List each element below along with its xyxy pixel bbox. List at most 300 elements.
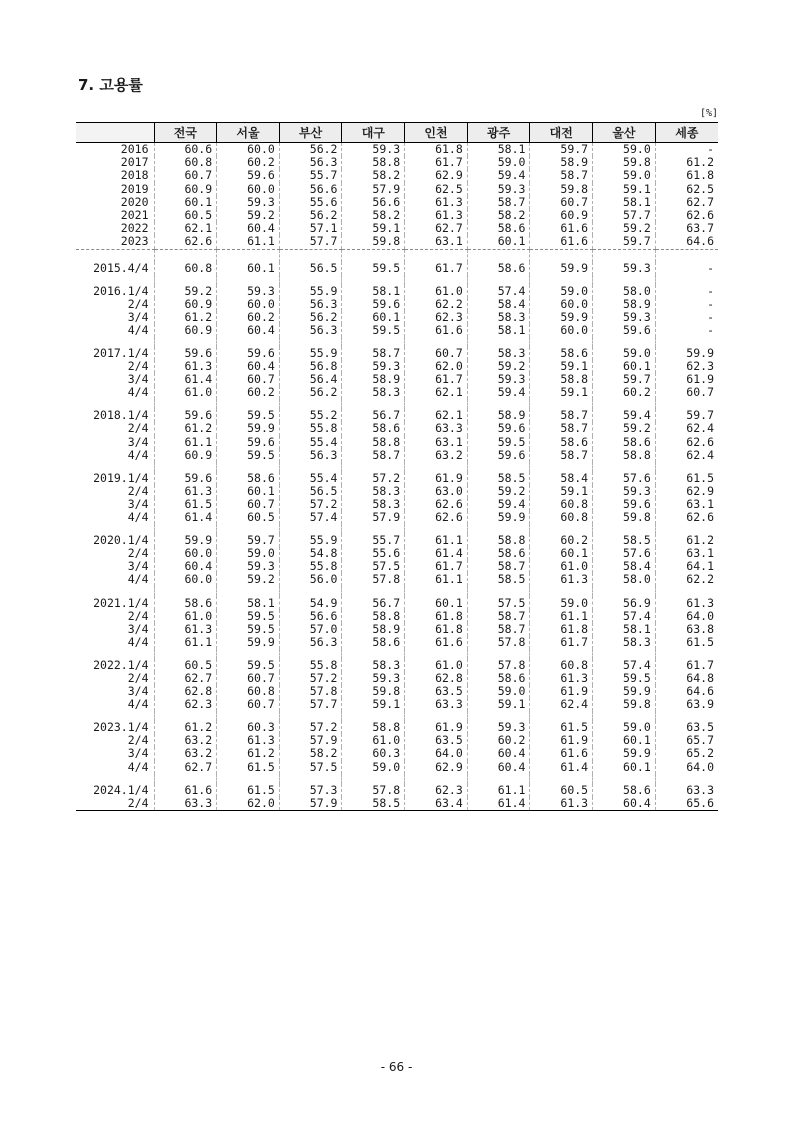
value-cell: 60.5 xyxy=(217,511,280,524)
value-cell: 58.7 xyxy=(530,169,593,182)
value-cell: 61.3 xyxy=(217,734,280,747)
value-cell: 61.0 xyxy=(405,659,468,672)
value-cell: 59.9 xyxy=(530,311,593,324)
value-cell: 61.0 xyxy=(530,560,593,573)
value-cell: 63.5 xyxy=(405,685,468,698)
value-cell: 56.3 xyxy=(279,449,342,462)
value-cell: 60.7 xyxy=(655,386,718,399)
value-cell: 56.2 xyxy=(279,386,342,399)
row-label: 2/4 xyxy=(127,670,149,685)
table-row xyxy=(76,747,718,760)
row-label: 2/4 xyxy=(76,797,154,811)
value-cell: 60.7 xyxy=(217,373,280,386)
table-row xyxy=(76,547,718,560)
value-cell: 59.3 xyxy=(217,560,280,573)
row-label: 2/4 xyxy=(127,546,149,561)
row-label: 2016.1/4 xyxy=(93,283,149,298)
value-cell: 62.7 xyxy=(405,222,468,235)
value-cell: 59.3 xyxy=(342,360,405,373)
value-cell: 61.9 xyxy=(530,685,593,698)
table-row xyxy=(76,169,718,182)
value-cell: 59.4 xyxy=(593,409,656,422)
value-cell: 56.3 xyxy=(279,636,342,649)
value-cell: 63.2 xyxy=(405,449,468,462)
table-row xyxy=(76,262,718,275)
value-cell: 59.6 xyxy=(154,472,217,485)
value-cell: 56.8 xyxy=(279,360,342,373)
table-row xyxy=(76,196,718,209)
value-cell: 58.6 xyxy=(467,262,530,275)
value-cell: 58.8 xyxy=(342,156,405,169)
table-header-row xyxy=(76,123,718,143)
value-cell: 61.3 xyxy=(154,485,217,498)
value-cell: 59.1 xyxy=(342,698,405,711)
value-cell: 60.2 xyxy=(530,534,593,547)
value-cell: 59.3 xyxy=(593,262,656,275)
value-cell: 58.1 xyxy=(467,143,530,157)
value-cell: 58.6 xyxy=(217,472,280,485)
value-cell: 61.6 xyxy=(530,222,593,235)
value-cell: 61.1 xyxy=(154,636,217,649)
value-cell: - xyxy=(655,143,718,157)
row-label: 2021 xyxy=(120,208,149,223)
value-cell: 58.0 xyxy=(593,285,656,298)
value-cell: 54.8 xyxy=(279,547,342,560)
value-cell: 60.4 xyxy=(593,797,656,811)
value-cell: 60.1 xyxy=(593,761,656,774)
value-cell: 61.1 xyxy=(405,573,468,586)
value-cell: 55.4 xyxy=(279,436,342,449)
value-cell: 59.2 xyxy=(593,422,656,435)
row-label: 2/4 xyxy=(127,296,149,311)
value-cell: 55.9 xyxy=(279,347,342,360)
value-cell: 64.6 xyxy=(655,685,718,698)
row-label: 2/4 xyxy=(127,733,149,748)
row-label: 4/4 xyxy=(127,322,149,337)
table-row xyxy=(76,156,718,169)
value-cell: 60.2 xyxy=(467,734,530,747)
value-cell: 60.8 xyxy=(217,685,280,698)
value-cell: 58.1 xyxy=(467,324,530,337)
value-cell: 61.0 xyxy=(342,734,405,747)
value-cell: 61.0 xyxy=(154,610,217,623)
table-row xyxy=(76,573,718,586)
table-row xyxy=(76,285,718,298)
table-row xyxy=(76,685,718,698)
row-label: 2022 xyxy=(120,221,149,236)
value-cell: 61.1 xyxy=(530,610,593,623)
value-cell: 58.3 xyxy=(467,347,530,360)
table-row xyxy=(76,472,718,485)
value-cell: 56.7 xyxy=(342,596,405,609)
table-row xyxy=(76,698,718,711)
value-cell: 61.6 xyxy=(530,235,593,249)
value-cell: 60.0 xyxy=(217,298,280,311)
value-cell: 62.5 xyxy=(655,183,718,196)
value-cell: 61.0 xyxy=(154,386,217,399)
value-cell: 61.5 xyxy=(154,498,217,511)
column-header: 인천 xyxy=(405,123,468,143)
value-cell: 59.6 xyxy=(154,347,217,360)
row-label: 2021.1/4 xyxy=(93,595,149,610)
table-row xyxy=(76,386,718,399)
annual-section xyxy=(76,143,718,250)
value-cell: 61.7 xyxy=(405,262,468,275)
value-cell: 59.0 xyxy=(342,761,405,774)
value-cell: 60.0 xyxy=(154,573,217,586)
value-cell: 59.2 xyxy=(154,285,217,298)
table-row xyxy=(76,596,718,609)
value-cell: 60.9 xyxy=(530,209,593,222)
value-cell: 59.0 xyxy=(593,169,656,182)
value-cell: 59.6 xyxy=(467,422,530,435)
value-cell: 59.7 xyxy=(593,373,656,386)
value-cell: 63.1 xyxy=(655,498,718,511)
value-cell: 62.2 xyxy=(405,298,468,311)
value-cell: 58.6 xyxy=(530,347,593,360)
unit-label: [%] xyxy=(699,108,718,119)
value-cell: 59.4 xyxy=(467,498,530,511)
value-cell: 60.7 xyxy=(217,498,280,511)
value-cell: 59.3 xyxy=(342,672,405,685)
value-cell: 58.4 xyxy=(467,298,530,311)
row-label: 2/4 xyxy=(127,608,149,623)
row-label: 4/4 xyxy=(127,385,149,400)
value-cell: 58.6 xyxy=(342,422,405,435)
value-cell: 60.4 xyxy=(217,360,280,373)
value-cell: 59.4 xyxy=(467,169,530,182)
value-cell: 58.7 xyxy=(467,196,530,209)
table-row xyxy=(76,560,718,573)
value-cell: 57.9 xyxy=(342,183,405,196)
value-cell: 57.7 xyxy=(279,698,342,711)
value-cell: 64.0 xyxy=(655,610,718,623)
value-cell: 59.0 xyxy=(217,547,280,560)
value-cell: 63.5 xyxy=(405,734,468,747)
value-cell: 60.8 xyxy=(530,511,593,524)
value-cell: 60.5 xyxy=(154,659,217,672)
value-cell: 59.1 xyxy=(530,360,593,373)
value-cell: 60.7 xyxy=(217,672,280,685)
value-cell: 59.7 xyxy=(655,409,718,422)
value-cell: 59.7 xyxy=(593,235,656,249)
value-cell: 59.1 xyxy=(342,222,405,235)
value-cell: 57.8 xyxy=(342,573,405,586)
value-cell: 63.8 xyxy=(655,623,718,636)
value-cell: 59.6 xyxy=(217,436,280,449)
value-cell: 63.2 xyxy=(154,747,217,760)
value-cell: 58.2 xyxy=(467,209,530,222)
table-row xyxy=(76,183,718,196)
table-row xyxy=(76,143,718,157)
value-cell: 60.7 xyxy=(217,698,280,711)
value-cell: 60.7 xyxy=(405,347,468,360)
value-cell: 60.1 xyxy=(217,485,280,498)
row-label: 2016 xyxy=(120,142,149,157)
value-cell: 54.9 xyxy=(279,596,342,609)
value-cell: 59.2 xyxy=(467,485,530,498)
value-cell: 58.1 xyxy=(593,196,656,209)
row-label: 4/4 xyxy=(127,634,149,649)
value-cell: 58.6 xyxy=(467,547,530,560)
value-cell: 57.6 xyxy=(593,547,656,560)
value-cell: 61.4 xyxy=(405,547,468,560)
value-cell: 61.7 xyxy=(405,156,468,169)
value-cell: 58.8 xyxy=(342,721,405,734)
row-label: 2019 xyxy=(120,181,149,196)
value-cell: 59.9 xyxy=(217,636,280,649)
value-cell: 60.7 xyxy=(154,169,217,182)
table-row xyxy=(76,498,718,511)
value-cell: 59.6 xyxy=(342,298,405,311)
value-cell: 63.3 xyxy=(405,698,468,711)
value-cell: 57.5 xyxy=(467,596,530,609)
value-cell: 60.9 xyxy=(154,183,217,196)
value-cell: 57.6 xyxy=(593,472,656,485)
table-row xyxy=(76,485,718,498)
value-cell: 61.8 xyxy=(405,143,468,157)
value-cell: 59.1 xyxy=(593,183,656,196)
value-cell: 58.3 xyxy=(467,311,530,324)
row-label: 3/4 xyxy=(127,372,149,387)
value-cell: 59.9 xyxy=(217,422,280,435)
value-cell: 58.3 xyxy=(342,498,405,511)
column-header: 서울 xyxy=(217,123,280,143)
value-cell: 55.7 xyxy=(342,534,405,547)
value-cell: 59.0 xyxy=(530,596,593,609)
value-cell: 59.9 xyxy=(154,534,217,547)
value-cell: 57.8 xyxy=(342,784,405,797)
row-label: 3/4 xyxy=(127,496,149,511)
value-cell: 59.8 xyxy=(593,511,656,524)
value-cell: 58.8 xyxy=(342,610,405,623)
table-row xyxy=(76,734,718,747)
value-cell: 56.4 xyxy=(279,373,342,386)
value-cell: 63.3 xyxy=(405,422,468,435)
value-cell: 63.5 xyxy=(655,721,718,734)
value-cell: 62.1 xyxy=(405,409,468,422)
value-cell: 56.2 xyxy=(279,209,342,222)
value-cell: 59.5 xyxy=(217,449,280,462)
value-cell: 61.3 xyxy=(530,573,593,586)
value-cell: 58.9 xyxy=(467,409,530,422)
value-cell: 59.2 xyxy=(217,209,280,222)
value-cell: 59.3 xyxy=(593,311,656,324)
value-cell: 58.3 xyxy=(342,386,405,399)
value-cell: 61.7 xyxy=(405,373,468,386)
value-cell: 63.3 xyxy=(655,784,718,797)
value-cell: 61.7 xyxy=(405,560,468,573)
value-cell: 60.8 xyxy=(154,156,217,169)
value-cell: 62.5 xyxy=(405,183,468,196)
value-cell: 62.1 xyxy=(405,386,468,399)
value-cell: 62.8 xyxy=(154,685,217,698)
value-cell: 60.9 xyxy=(154,449,217,462)
value-cell: 60.1 xyxy=(467,235,530,249)
value-cell: 57.8 xyxy=(467,636,530,649)
table-row xyxy=(76,222,718,235)
value-cell: 64.8 xyxy=(655,672,718,685)
value-cell: 58.9 xyxy=(342,623,405,636)
value-cell: 59.5 xyxy=(467,436,530,449)
value-cell: 59.9 xyxy=(655,347,718,360)
value-cell: 61.4 xyxy=(154,511,217,524)
column-header: 광주 xyxy=(467,123,530,143)
value-cell: 62.4 xyxy=(530,698,593,711)
value-cell: 59.7 xyxy=(530,143,593,157)
row-label: 2023 xyxy=(76,235,154,249)
value-cell: 62.7 xyxy=(655,196,718,209)
value-cell: 58.6 xyxy=(467,222,530,235)
table-row xyxy=(76,436,718,449)
table-row xyxy=(76,797,718,811)
value-cell: 62.7 xyxy=(154,761,217,774)
value-cell: - xyxy=(655,298,718,311)
value-cell: 60.0 xyxy=(530,324,593,337)
value-cell: 57.8 xyxy=(467,659,530,672)
value-cell: 56.6 xyxy=(279,183,342,196)
value-cell: - xyxy=(655,285,718,298)
value-cell: 59.3 xyxy=(593,485,656,498)
value-cell: 62.4 xyxy=(655,422,718,435)
value-cell: 58.8 xyxy=(530,373,593,386)
row-label: 3/4 xyxy=(127,621,149,636)
value-cell: 59.1 xyxy=(530,485,593,498)
value-cell: 58.3 xyxy=(593,636,656,649)
value-cell: 60.5 xyxy=(530,784,593,797)
value-cell: 60.5 xyxy=(154,209,217,222)
value-cell: 59.2 xyxy=(217,573,280,586)
value-cell: 61.9 xyxy=(405,721,468,734)
value-cell: 57.9 xyxy=(279,734,342,747)
row-label: 4/4 xyxy=(127,510,149,525)
value-cell: 58.9 xyxy=(593,298,656,311)
value-cell: 59.0 xyxy=(593,347,656,360)
row-label: 2020.1/4 xyxy=(93,533,149,548)
value-cell: 63.0 xyxy=(405,485,468,498)
value-cell: 61.8 xyxy=(405,623,468,636)
row-label: 4/4 xyxy=(127,447,149,462)
value-cell: 58.6 xyxy=(342,636,405,649)
value-cell: 60.4 xyxy=(154,560,217,573)
row-label: 2/4 xyxy=(127,421,149,436)
value-cell: 63.1 xyxy=(405,235,468,249)
value-cell: 61.1 xyxy=(154,436,217,449)
value-cell: 62.6 xyxy=(655,209,718,222)
value-cell: 62.3 xyxy=(655,360,718,373)
value-cell: 55.8 xyxy=(279,422,342,435)
row-label: 2023.1/4 xyxy=(93,720,149,735)
table-row xyxy=(76,784,718,797)
value-cell: 57.9 xyxy=(279,797,342,811)
value-cell: 61.3 xyxy=(530,672,593,685)
value-cell: 58.7 xyxy=(530,422,593,435)
value-cell: 57.4 xyxy=(593,610,656,623)
table-row xyxy=(76,235,718,249)
value-cell: 59.5 xyxy=(217,659,280,672)
table-row xyxy=(76,511,718,524)
row-label: 4/4 xyxy=(127,697,149,712)
row-spacer xyxy=(76,249,718,262)
row-label: 3/4 xyxy=(127,434,149,449)
value-cell: 60.1 xyxy=(154,196,217,209)
value-cell: 60.4 xyxy=(217,324,280,337)
value-cell: 60.2 xyxy=(593,386,656,399)
value-cell: 61.9 xyxy=(405,472,468,485)
value-cell: 59.6 xyxy=(467,449,530,462)
value-cell: 56.2 xyxy=(279,311,342,324)
value-cell: 58.6 xyxy=(467,672,530,685)
table-row xyxy=(76,534,718,547)
value-cell: 57.8 xyxy=(279,685,342,698)
value-cell: 61.5 xyxy=(217,784,280,797)
value-cell: 59.3 xyxy=(467,373,530,386)
value-cell: 61.8 xyxy=(405,610,468,623)
value-cell: 62.6 xyxy=(655,511,718,524)
value-cell: 59.1 xyxy=(530,386,593,399)
value-cell: 56.7 xyxy=(342,409,405,422)
value-cell: 58.7 xyxy=(530,409,593,422)
value-cell: 61.5 xyxy=(217,761,280,774)
value-cell: 57.2 xyxy=(279,721,342,734)
value-cell: 62.4 xyxy=(655,449,718,462)
table-row xyxy=(76,409,718,422)
value-cell: 60.3 xyxy=(342,747,405,760)
value-cell: 57.4 xyxy=(467,285,530,298)
value-cell: 57.7 xyxy=(593,209,656,222)
value-cell: 65.2 xyxy=(655,747,718,760)
table-row xyxy=(76,610,718,623)
value-cell: 59.3 xyxy=(467,183,530,196)
value-cell: 60.1 xyxy=(530,547,593,560)
value-cell: 58.8 xyxy=(342,436,405,449)
value-cell: 59.4 xyxy=(467,386,530,399)
value-cell: 59.0 xyxy=(593,143,656,157)
value-cell: 58.2 xyxy=(279,747,342,760)
table-row xyxy=(76,209,718,222)
value-cell: 61.3 xyxy=(530,797,593,811)
value-cell: 59.3 xyxy=(217,196,280,209)
value-cell: 63.1 xyxy=(405,436,468,449)
value-cell: 62.6 xyxy=(154,235,217,249)
value-cell: 58.2 xyxy=(342,209,405,222)
value-cell: 55.7 xyxy=(279,169,342,182)
value-cell: 61.2 xyxy=(154,422,217,435)
value-cell: 61.3 xyxy=(655,596,718,609)
value-cell: 56.2 xyxy=(279,143,342,157)
table-row xyxy=(76,721,718,734)
value-cell: 64.1 xyxy=(655,560,718,573)
value-cell: 59.5 xyxy=(217,409,280,422)
header-blank-cell xyxy=(76,123,154,143)
quarterly-section xyxy=(76,249,718,810)
value-cell: 58.9 xyxy=(530,156,593,169)
value-cell: 59.7 xyxy=(217,534,280,547)
value-cell: 63.4 xyxy=(405,797,468,811)
row-label: 2018 xyxy=(120,168,149,183)
value-cell: 57.4 xyxy=(279,511,342,524)
value-cell: 59.5 xyxy=(217,623,280,636)
value-cell: 62.9 xyxy=(405,761,468,774)
value-cell: 55.9 xyxy=(279,285,342,298)
value-cell: 58.3 xyxy=(342,659,405,672)
value-cell: 56.3 xyxy=(279,156,342,169)
value-cell: 61.1 xyxy=(467,784,530,797)
value-cell: 61.7 xyxy=(530,636,593,649)
table-row xyxy=(76,449,718,462)
value-cell: 56.6 xyxy=(342,196,405,209)
value-cell: 58.1 xyxy=(217,596,280,609)
